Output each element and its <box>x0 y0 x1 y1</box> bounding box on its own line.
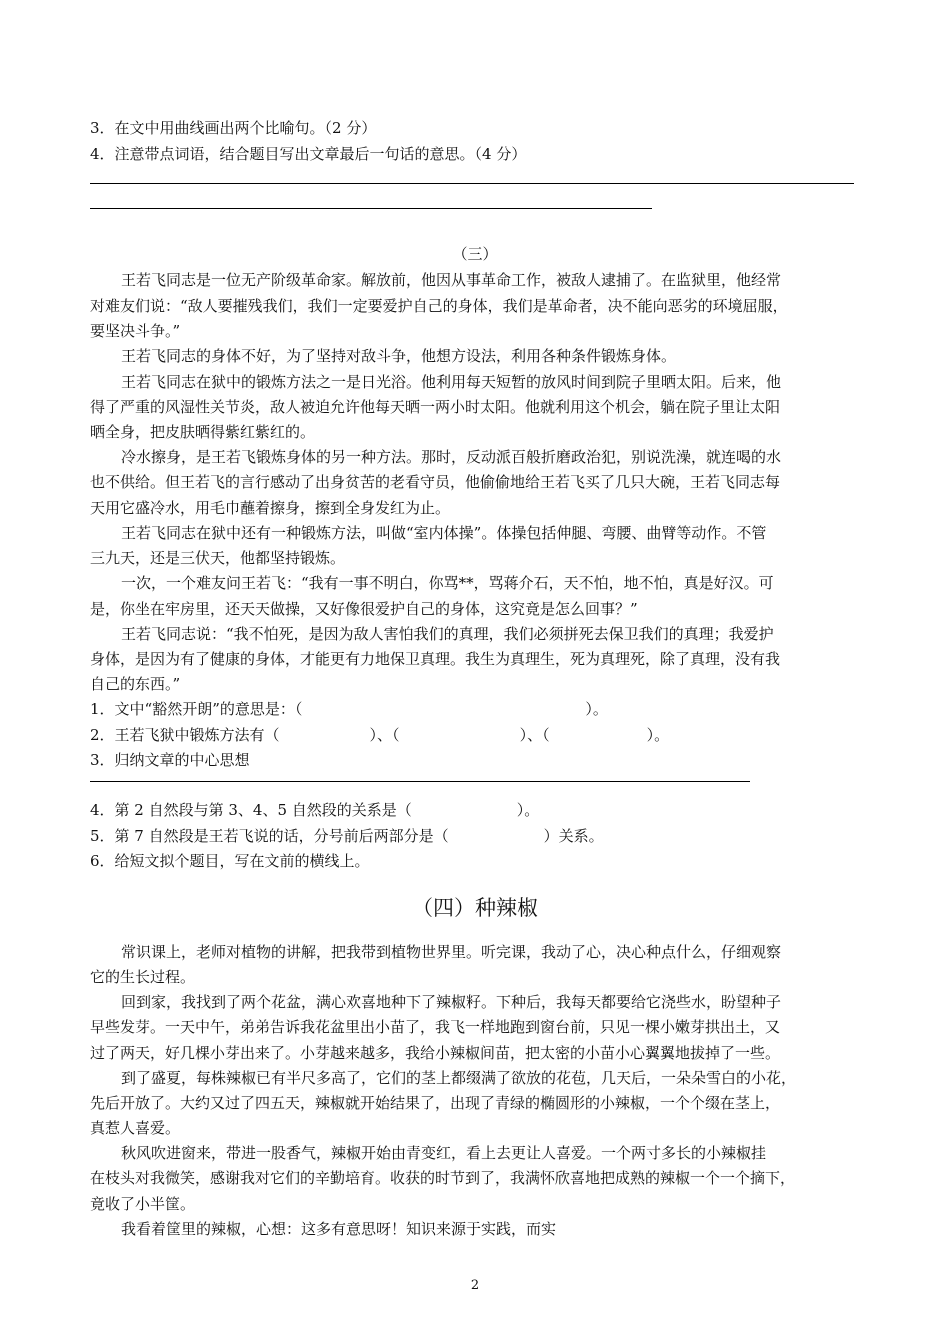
paragraph-line: 先后开放了。大约又过了四五天，辣椒就开始结果了，出现了青绿的椭圆形的小辣椒，一个个缀在茎上， <box>90 1094 781 1112</box>
page-number: 2 <box>470 1278 480 1293</box>
question-1-text: 1．文中“豁然开朗”的意思是：（ <box>90 700 303 718</box>
paragraph-line: 它的生长过程。 <box>90 968 196 986</box>
paragraph-line: 晒全身，把皮肤晒得紫红紫红的。 <box>90 423 316 441</box>
answer-line <box>90 781 750 782</box>
paragraph-line: 得了严重的风湿性关节炎，敌人被迫允许他每天晒一两小时太阳。他就利用这个机会，躺在院子里让太阳 <box>90 398 781 416</box>
question-1-close: ）。 <box>585 700 608 718</box>
paragraph-line: 三九天，还是三伏天，他都坚持锻炼。 <box>90 549 346 567</box>
paragraph-line: 早些发芽。一天中午，弟弟告诉我花盆里出小苗了，我飞一样地跑到窗台前，只见一棵小嫩芽拱出土，又 <box>90 1018 781 1036</box>
paragraph-line: 回到家，我找到了两个花盆，满心欢喜地种下了辣椒籽。下种后，我每天都要给它浇些水，盼望种子 <box>121 993 782 1011</box>
paragraph-line: 在枝头对我微笑，感谢我对它们的辛勤培育。收获的时节到了，我满怀欣喜地把成熟的辣椒一个一个摘下， <box>90 1169 796 1187</box>
question-5-text: 5．第 7 自然段是王若飞说的话，分号前后两部分是（ <box>90 827 449 845</box>
paragraph-line: 身体，是因为有了健康的身体，才能更有力地保卫真理。我生为真理生，死为真理死，除了真理，没有我 <box>90 650 781 668</box>
question-2-close: ）。 <box>646 726 670 744</box>
question-3: 3．在文中用曲线画出两个比喻句。（2 分） <box>90 119 377 137</box>
question-4: 4．注意带点词语，结合题目写出文章最后一句话的意思。（4 分） <box>90 145 527 163</box>
paragraph-line: 也不供给。但王若飞的言行感动了出身贫苦的老看守员，他偷偷地给王若飞买了几只大碗，王若飞同志每 <box>90 473 781 491</box>
paragraph-line: 我看着筐里的辣椒，心想：这多有意思呀！知识来源于实践，而实 <box>121 1220 557 1238</box>
paragraph-line: 是，你坐在牢房里，还天天做操，又好像很爱护自己的身体，这究竟是怎么回事？” <box>90 600 638 618</box>
paragraph-line: 王若飞同志在狱中的锻炼方法之一是日光浴。他利用每天短暂的放风时间到院子里晒太阳。后来，他 <box>121 373 782 391</box>
paragraph-line: 冷水擦身，是王若飞锻炼身体的另一种方法。那时，反动派百般折磨政治犯，别说洗澡，就连喝的水 <box>121 448 782 466</box>
paragraph-line: 要坚决斗争。” <box>90 322 181 340</box>
paragraph-line: 王若飞同志在狱中还有一种锻炼方法，叫做“室内体操”。体操包括伸腿、弯腰、曲臂等动作。不管 <box>121 524 767 542</box>
paragraph-line: 天用它盛冷水，用毛巾蘸着擦身，擦到全身发红为止。 <box>90 499 451 517</box>
question-2-sep-2: ）、（ <box>519 726 550 744</box>
question-2-sep-1: ）、（ <box>369 726 400 744</box>
question-4-close: ）。 <box>516 801 540 819</box>
question-5 <box>90 825 862 847</box>
question-4-relation <box>90 799 862 821</box>
question-3-summary: 3．归纳文章的中心思想 <box>90 751 250 769</box>
section-3-label: （三） <box>452 245 498 263</box>
paragraph-line: 自己的东西。” <box>90 675 181 693</box>
paragraph-line: 竟收了小半筐。 <box>90 1195 196 1213</box>
paragraph-line: 一次，一个难友问王若飞：“我有一事不明白，你骂**，骂蒋介石，天不怕，地不怕，真是好汉。可 <box>121 574 774 592</box>
question-1 <box>90 698 862 720</box>
paragraph-line: 真惹人喜爱。 <box>90 1119 181 1137</box>
answer-line <box>90 208 652 209</box>
paragraph-line: 王若飞同志是一位无产阶级革命家。解放前，他因从事革命工作，被敌人逮捕了。在监狱里，他经常 <box>121 271 782 289</box>
question-2 <box>90 724 862 746</box>
paragraph-line: 过了两天，好几棵小芽出来了。小芽越来越多，我给小辣椒间苗，把太密的小苗小心翼翼地拔掉了一些。 <box>90 1044 781 1062</box>
answer-line <box>90 183 854 184</box>
question-4-text: 4．第 2 自然段与第 3、4、5 自然段的关系是（ <box>90 801 412 819</box>
paragraph-line: 对难友们说：“敌人要摧残我们，我们一定要爱护自己的身体，我们是革命者，决不能向恶劣的环境屈服， <box>90 297 788 315</box>
paragraph-line: 常识课上，老师对植物的讲解，把我带到植物世界里。听完课，我动了心，决心种点什么，仔细观察 <box>121 943 782 961</box>
question-6: 6．给短文拟个题目，写在文前的横线上。 <box>90 852 370 870</box>
paragraph-line: 到了盛夏，每株辣椒已有半尺多高了，它们的茎上都缀满了欲放的花苞，几天后，一朵朵雪白的小花， <box>121 1069 797 1087</box>
question-2-text: 2．王若飞狱中锻炼方法有（ <box>90 726 280 744</box>
question-5-close: ）关系。 <box>543 827 604 845</box>
paragraph-line: 王若飞同志的身体不好，为了坚持对敌斗争，他想方设法，利用各种条件锻炼身体。 <box>121 347 677 365</box>
paragraph-line: 秋风吹进窗来，带进一股香气，辣椒开始由青变红，看上去更让人喜爱。一个两寸多长的小辣椒挂 <box>121 1144 767 1162</box>
paragraph-line: 王若飞同志说：“我不怕死，是因为敌人害怕我们的真理，我们必须拼死去保卫我们的真理；我爱护 <box>121 625 774 643</box>
section-4-title: （四）种辣椒 <box>412 896 538 920</box>
